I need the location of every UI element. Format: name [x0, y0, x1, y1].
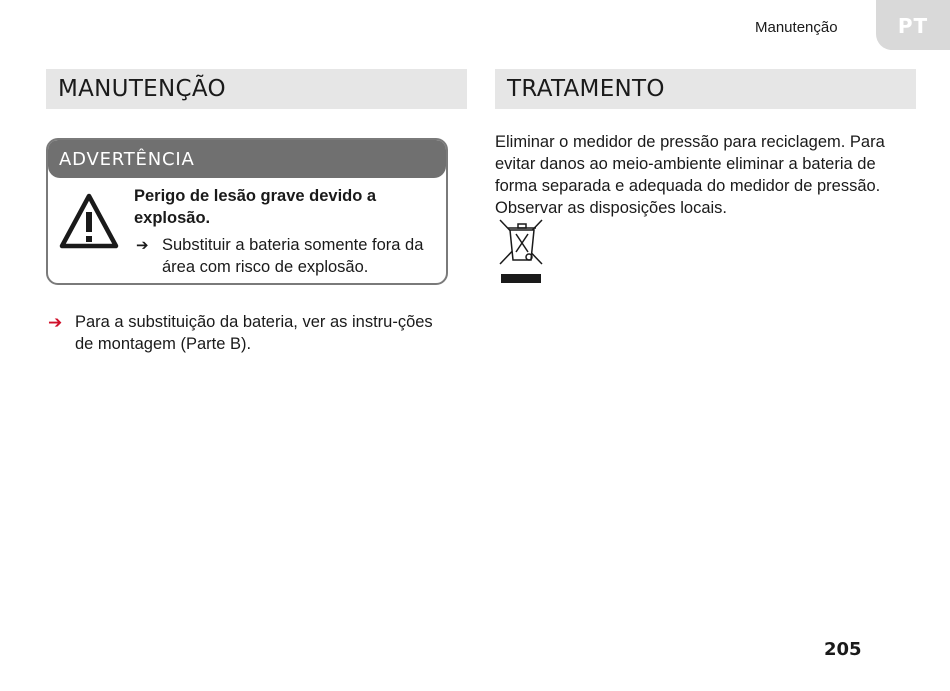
maintenance-heading: MANUTENÇÃO: [46, 69, 467, 109]
warning-triangle-icon: [58, 192, 120, 255]
language-tab: PT: [876, 0, 950, 50]
arrow-right-icon: ➔: [136, 237, 149, 254]
warning-box: [46, 138, 448, 285]
disposal-text: Eliminar o medidor de pressão para reciclagem. Para evitar danos ao meio-ambiente eliminar a bateria de forma separada e adequada do medidor de pressão. Observar as disposições locais.: [495, 133, 885, 217]
warning-title: Perigo de lesão grave devido a explosão.: [134, 187, 377, 227]
disposal-heading: TRATAMENTO: [495, 69, 916, 109]
page-number: 205: [824, 639, 862, 660]
arrow-right-icon: ➔: [48, 313, 63, 332]
battery-instruction: Para a substituição da bateria, ver as instru-ções de montagem (Parte B).: [75, 313, 433, 353]
warning-step: Substituir a bateria somente fora da área com risco de explosão.: [162, 236, 424, 276]
running-header-section: Manutenção: [755, 19, 838, 36]
warning-label: ADVERTÊNCIA: [48, 140, 446, 178]
crossed-out-bin-icon: [498, 218, 546, 291]
